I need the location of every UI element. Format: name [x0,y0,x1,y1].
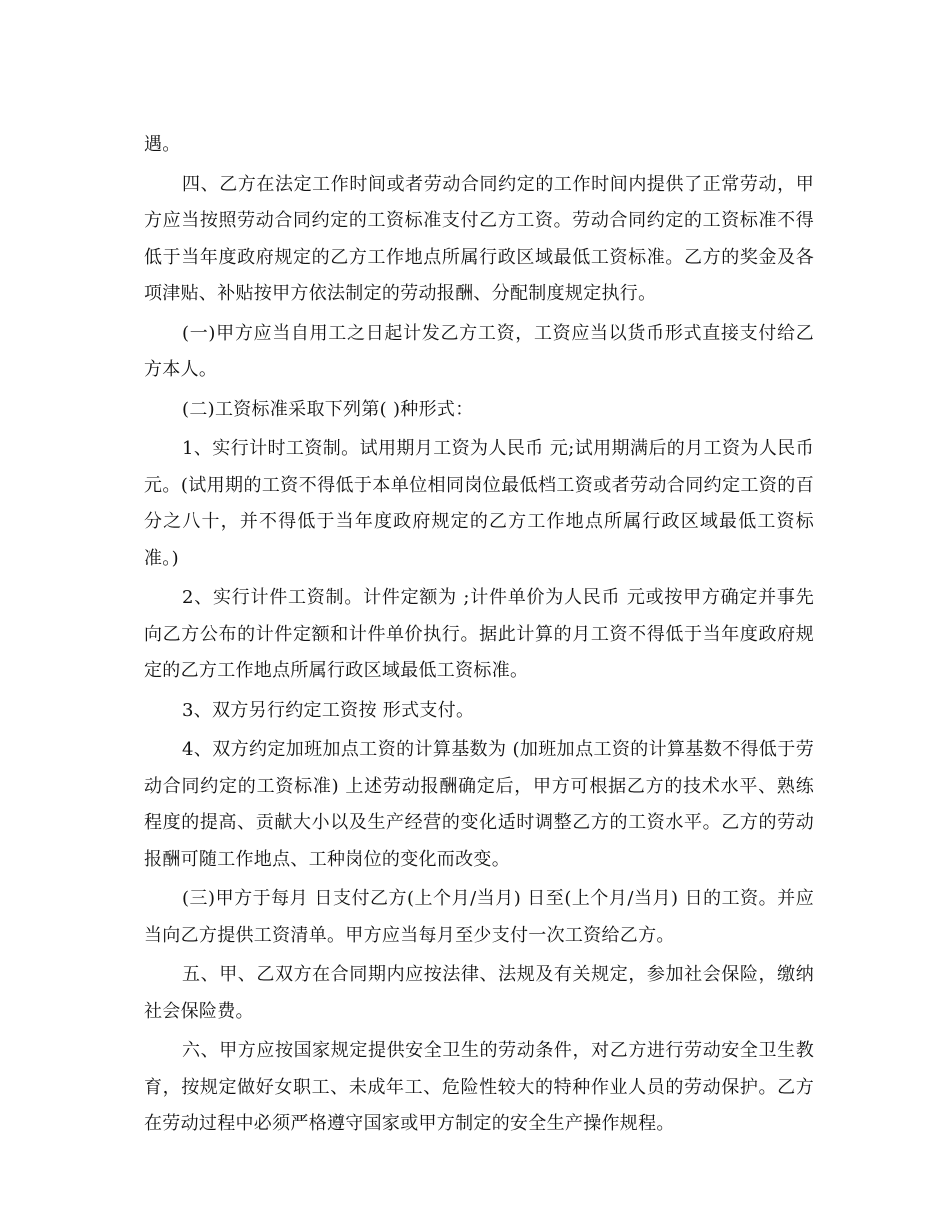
paragraph-clause-4: 四、乙方在法定工作时间或者劳动合同约定的工作时间内提供了正常劳动，甲方应当按照劳动合同约定的工资标准支付乙方工资。劳动合同约定的工资标准不得低于当年度政府规定的乙方工作地点所属行政区域最低工资标准。乙方的奖金及各项津贴、补贴按甲方依法制定的劳动报酬、分配制度规定执行。 [144,173,814,304]
paragraph-option-3: 3、双方另行约定工资按 形式支付。 [182,699,475,721]
paragraph-clause-4-1: (一)甲方应当自用工之日起计发乙方工资，工资应当以货币形式直接支付给乙方本人。 [144,322,814,380]
paragraph-option-4: 4、双方约定加班加点工资的计算基数为 (加班加点工资的计算基数不得低于劳动合同约定的工资标准) 上述劳动报酬确定后，甲方可根据乙方的技术水平、熟练程度的提高、贡献大小以及生产经营的变化适时调整乙方的工资水平。乙方的劳动报酬可随工作地点、工种岗位的变化而改变。 [144,739,814,870]
paragraph-option-2: 2、实行计件工资制。计件定额为 ;计件单价为人民币 元或按甲方确定并事先向乙方公布的计件定额和计件单价执行。据此计算的月工资不得低于当年度政府规定的乙方工作地点所属行政区域最低工资标准。 [144,587,814,681]
paragraph-clause-4-3: (三)甲方于每月 日支付乙方(上个月/当月) 日至(上个月/当月) 日的工资。并应当向乙方提供工资清单。甲方应当每月至少支付一次工资给乙方。 [144,888,814,946]
paragraph-clause-4-2: (二)工资标准采取下列第( )种形式： [182,398,474,420]
paragraph-clause-6: 六、甲方应按国家规定提供安全卫生的劳动条件，对乙方进行劳动安全卫生教育，按规定做好女职工、未成年工、危险性较大的特种作业人员的劳动保护。乙方在劳动过程中必须严格遵守国家或甲方制定的安全生产操作规程。 [144,1040,814,1134]
paragraph-continuation: 遇。 [144,134,181,155]
document-body [144,127,814,1146]
paragraph-option-1: 1、实行计时工资制。试用期月工资为人民币 元;试用期满后的月工资为人民币 元。(试用期的工资不得低于本单位相同岗位最低档工资或者劳动合同约定工资的百分之八十，并不得低于当年度政府规定的乙方工作地点所属行政区域最低工资标准。) [144,438,814,569]
paragraph-clause-5: 五、甲、乙双方在合同期内应按法律、法规及有关规定，参加社会保险，缴纳社会保险费。 [144,964,814,1022]
